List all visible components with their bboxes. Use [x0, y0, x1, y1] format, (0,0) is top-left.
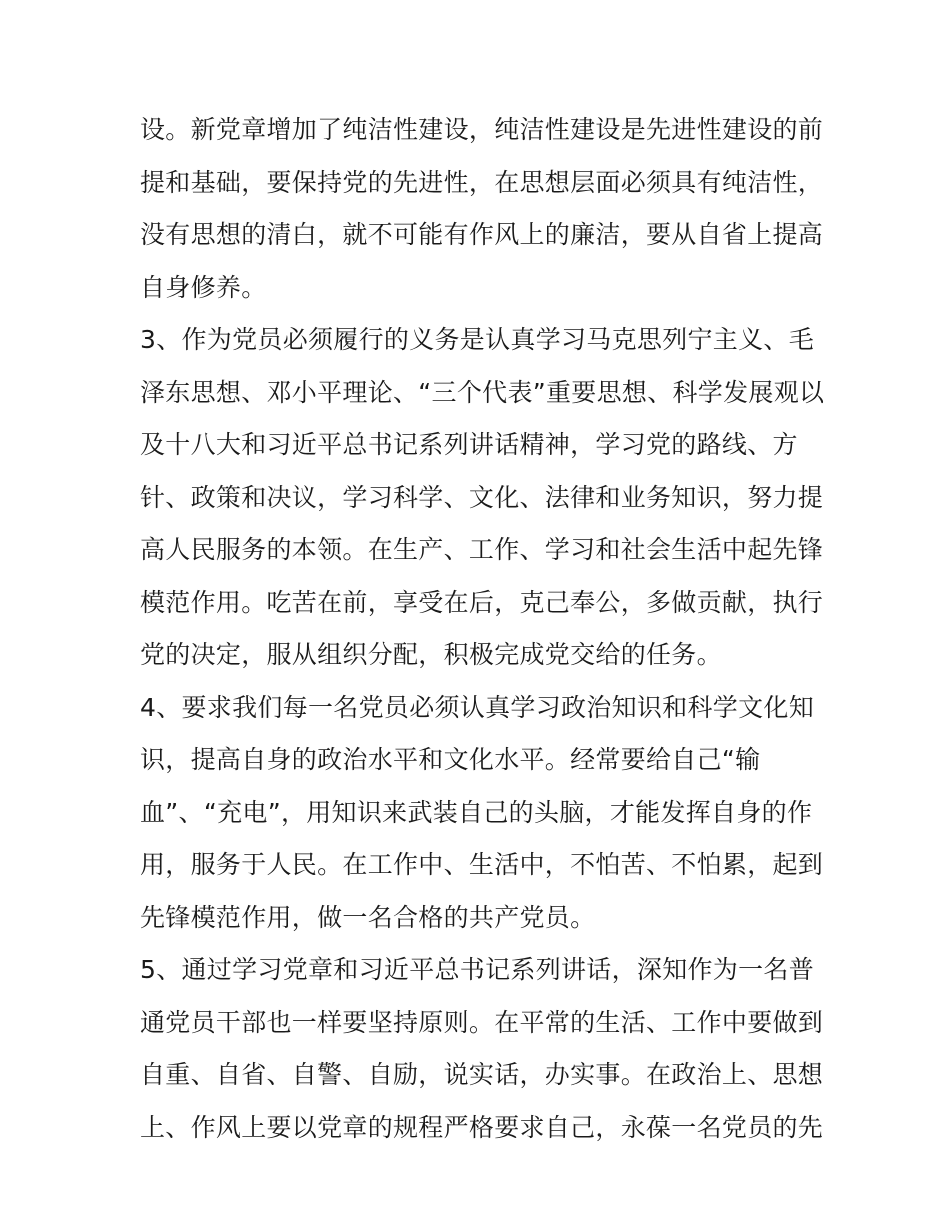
text-line: 高人民服务的本领。在生产、工作、学习和社会生活中起先锋 [140, 535, 824, 564]
document-body [140, 104, 825, 1154]
text-line: 泽东思想、邓小平理论、“三个代表”重要思想、科学发展观以 [140, 377, 825, 407]
text-line: 上、作风上要以党章的规程严格要求自己，永葆一名党员的先 [140, 1112, 824, 1142]
text-line: 识，提高自身的政治水平和文化水平。经常要给自己“输 [140, 745, 761, 774]
text-line: 自重、自省、自警、自励，说实话，办实事。在政治上、思想 [140, 1060, 824, 1089]
text-line: 通党员干部也一样要坚持原则。在平常的生活、工作中要做到 [140, 1007, 824, 1037]
text-line: 针、政策和决议，学习科学、文化、法律和业务知识，努力提 [140, 482, 824, 512]
text-line: 设。新党章增加了纯洁性建设，纯洁性建设是先进性建设的前 [140, 115, 824, 144]
text-line: 5、通过学习党章和习近平总书记系列讲话，深知作为一名普 [140, 955, 815, 984]
text-line: 党的决定，服从组织分配，积极完成党交给的任务。 [140, 640, 722, 669]
text-line: 及十八大和习近平总书记系列讲话精神，学习党的路线、方 [140, 430, 798, 459]
text-line: 没有思想的清白，就不可能有作风上的廉洁，要从自省上提高 [140, 220, 824, 249]
text-line: 模范作用。吃苦在前，享受在后，克己奉公，多做贡献，执行 [140, 587, 824, 617]
text-line: 4、要求我们每一名党员必须认真学习政治知识和科学文化知 [140, 692, 815, 722]
text-line: 自身修养。 [140, 272, 267, 302]
text-line: 先锋模范作用，做一名合格的共产党员。 [140, 902, 596, 932]
text-line: 用，服务于人民。在工作中、生活中，不怕苦、不怕累，起到 [140, 850, 824, 879]
text-line: 3、作为党员必须履行的义务是认真学习马克思列宁主义、毛 [140, 325, 815, 354]
text-line: 血”、“充电”，用知识来武装自己的头脑，才能发挥自身的作 [140, 797, 813, 827]
text-line: 提和基础，要保持党的先进性，在思想层面必须具有纯洁性， [140, 167, 824, 197]
